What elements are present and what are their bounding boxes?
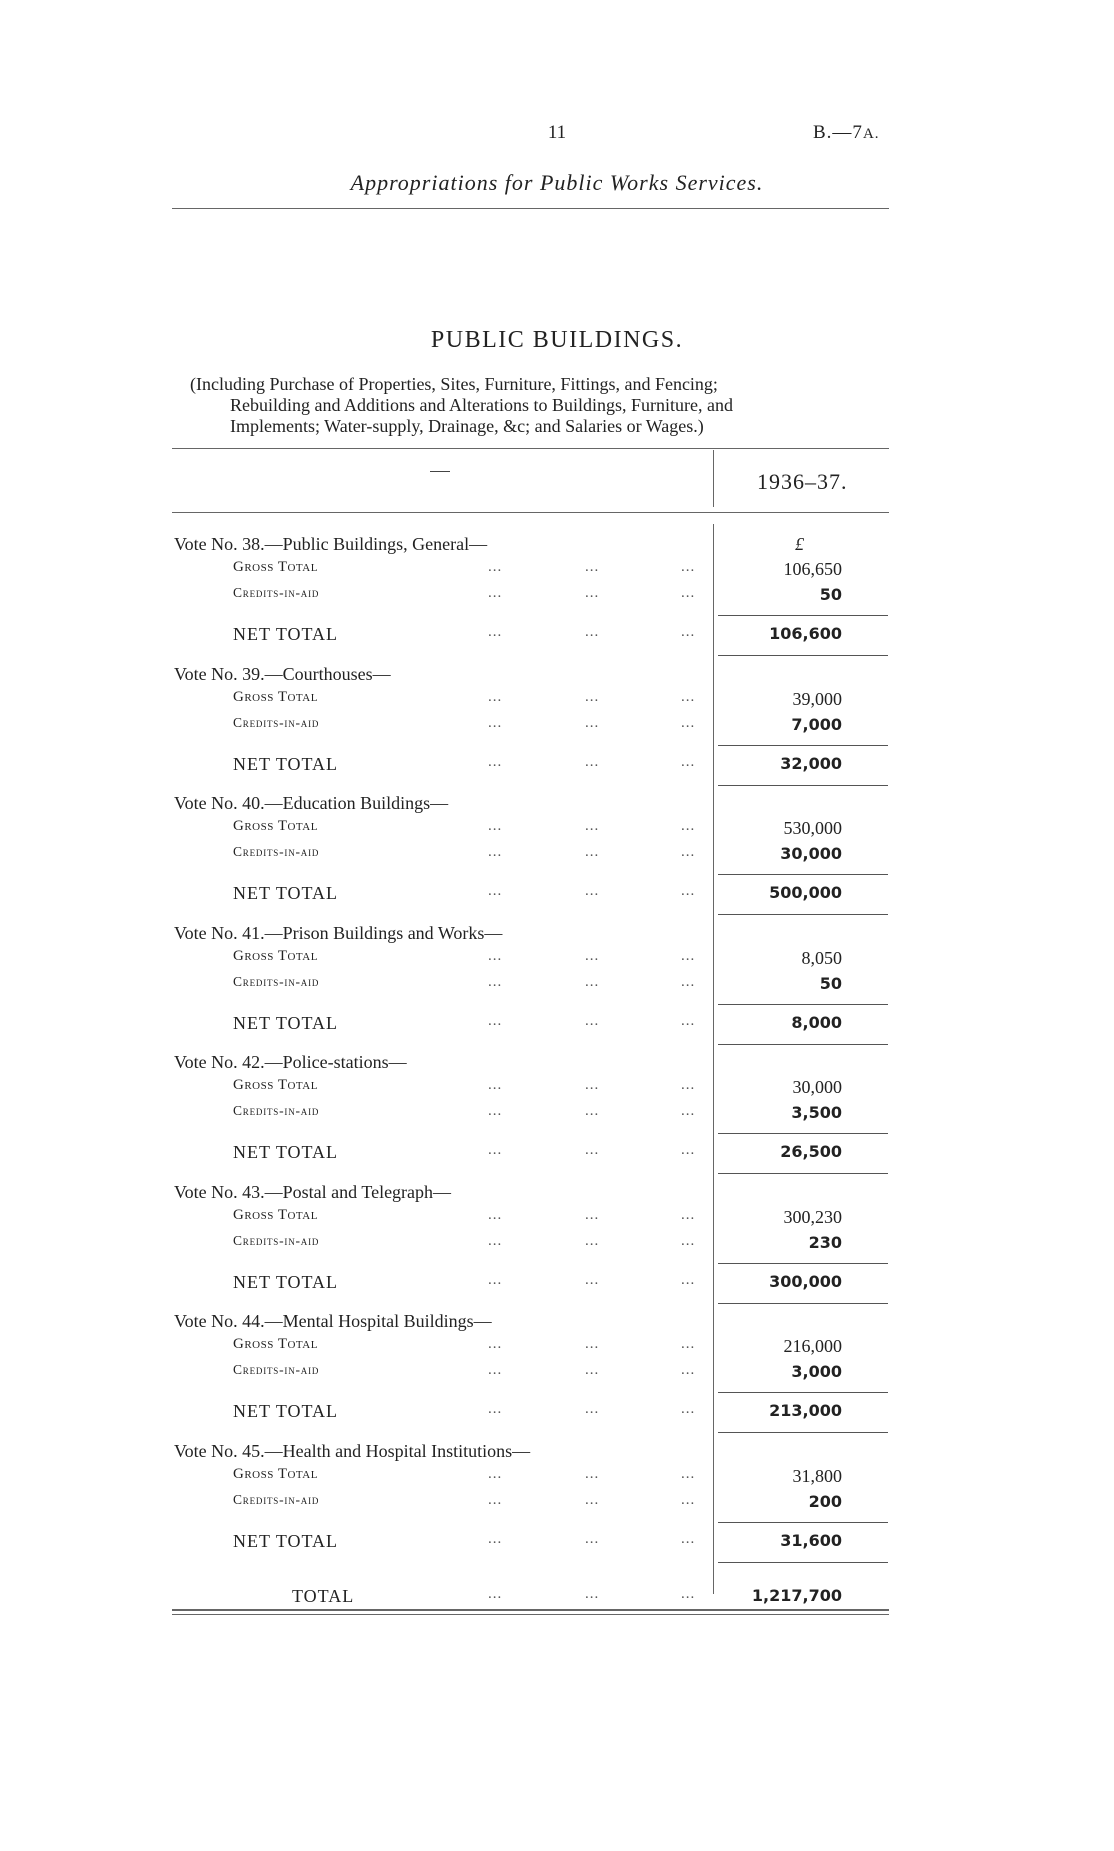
net-total-label: NET TOTAL xyxy=(233,1012,339,1033)
leader-dots: ... xyxy=(585,1077,600,1093)
gross-total-label: Gross Total xyxy=(233,818,318,834)
gross-total-amount: 300,230 xyxy=(783,1206,842,1227)
leader-dots: ... xyxy=(681,1586,696,1602)
leader-dots: ... xyxy=(681,1491,696,1508)
leader-dots: ... xyxy=(681,883,696,899)
leader-dots: ... xyxy=(585,818,600,834)
leader-dots: ... xyxy=(488,1077,503,1093)
leader-dots: ... xyxy=(681,753,696,770)
gross-total-row xyxy=(0,818,1114,844)
credits-total-label: Credits-in-aid xyxy=(233,1232,320,1248)
subtotal-rule xyxy=(718,615,888,616)
net-total-amount: 500,000 xyxy=(769,883,842,902)
net-total-rule xyxy=(718,1173,888,1174)
gross-total-label: Gross Total xyxy=(233,1465,318,1482)
leader-dots: ... xyxy=(681,714,696,731)
subtotal-rule xyxy=(718,874,888,875)
leader-dots: ... xyxy=(488,1465,503,1482)
leader-dots: ... xyxy=(585,1491,600,1508)
leader-dots: ... xyxy=(488,624,503,640)
leader-dots: ... xyxy=(488,1271,503,1288)
leader-dots: ... xyxy=(585,624,600,640)
net-total-row xyxy=(0,883,1114,909)
net-total-amount: 32,000 xyxy=(780,753,842,773)
vote-heading-row xyxy=(0,1182,1114,1208)
section-subtitle xyxy=(190,374,880,437)
subtotal-rule xyxy=(718,1133,888,1134)
gross-total-row xyxy=(0,948,1114,974)
credits-total-row xyxy=(0,974,1114,1000)
subtotal-rule xyxy=(718,1522,888,1523)
leader-dots: ... xyxy=(488,1232,503,1249)
leader-dots: ... xyxy=(585,844,600,860)
vote-title: Vote No. 44.—Mental Hospital Buildings— xyxy=(174,1311,492,1331)
leader-dots: ... xyxy=(488,844,503,860)
net-total-row xyxy=(0,1531,1114,1557)
section-title: PUBLIC BUILDINGS. xyxy=(430,327,684,353)
leader-dots: ... xyxy=(585,1206,600,1223)
leader-dots: ... xyxy=(488,559,503,575)
leader-dots: ... xyxy=(585,714,600,731)
gross-total-label: Gross Total xyxy=(233,1206,318,1223)
leader-dots: ... xyxy=(488,1142,503,1158)
leader-dots: ... xyxy=(585,1362,600,1378)
gross-total-label: Gross Total xyxy=(233,1336,318,1352)
leader-dots: ... xyxy=(681,624,696,640)
net-total-row xyxy=(0,1013,1114,1039)
gross-total-amount: 530,000 xyxy=(783,818,842,838)
credits-total-label: Credits-in-aid xyxy=(233,714,320,730)
leader-dots: ... xyxy=(585,753,600,770)
leader-dots: ... xyxy=(585,1530,600,1547)
net-total-row xyxy=(0,1272,1114,1298)
leader-dots: ... xyxy=(681,947,696,964)
net-total-row xyxy=(0,1401,1114,1427)
gross-total-amount: 31,800 xyxy=(792,1465,842,1486)
net-total-amount: 31,600 xyxy=(780,1530,842,1550)
leader-dots: ... xyxy=(681,559,696,575)
leader-dots: ... xyxy=(488,714,503,731)
net-total-rule xyxy=(718,1044,888,1045)
credits-total-label: Credits-in-aid xyxy=(233,1491,320,1507)
vote-heading-row xyxy=(0,664,1114,690)
net-total-amount: 213,000 xyxy=(769,1401,842,1420)
net-total-amount: 300,000 xyxy=(769,1271,842,1291)
net-total-row xyxy=(0,1142,1114,1168)
leader-dots: ... xyxy=(488,973,503,990)
leader-dots: ... xyxy=(488,1012,503,1029)
leader-dots: ... xyxy=(585,1271,600,1288)
vote-title: Vote No. 42.—Police-stations— xyxy=(174,1052,407,1072)
leader-dots: ... xyxy=(585,947,600,964)
table-top-rule xyxy=(172,448,889,449)
leader-dots: ... xyxy=(681,1206,696,1223)
credits-total-label: Credits-in-aid xyxy=(233,585,320,600)
vote-heading-row xyxy=(0,793,1114,819)
table-head-year: 1936–37. xyxy=(757,469,848,494)
leader-dots: ... xyxy=(681,1336,696,1352)
net-total-label: NET TOTAL xyxy=(233,883,339,903)
net-total-label: NET TOTAL xyxy=(233,1530,339,1551)
net-total-label: NET TOTAL xyxy=(233,753,339,774)
leader-dots: ... xyxy=(585,1586,600,1602)
leader-dots: ... xyxy=(681,1401,696,1417)
gross-total-amount: 8,050 xyxy=(801,947,842,968)
leader-dots: ... xyxy=(585,973,600,990)
net-total-amount: 106,600 xyxy=(769,624,842,643)
leader-dots: ... xyxy=(681,818,696,834)
vote-title: Vote No. 45.—Health and Hospital Institutions— xyxy=(174,1440,531,1461)
subtotal-rule xyxy=(718,1263,888,1264)
leader-dots: ... xyxy=(585,559,600,575)
gross-total-row xyxy=(0,689,1114,715)
credits-total-label: Credits-in-aid xyxy=(233,1362,320,1377)
net-total-rule xyxy=(718,1432,888,1433)
gross-total-label: Gross Total xyxy=(233,947,318,964)
net-total-amount: 26,500 xyxy=(780,1142,842,1161)
leader-dots: ... xyxy=(488,1103,503,1119)
net-total-rule xyxy=(718,914,888,915)
leader-dots: ... xyxy=(488,1206,503,1223)
credits-total-amount: 3,500 xyxy=(791,1103,842,1122)
subtotal-rule xyxy=(718,745,888,746)
leader-dots: ... xyxy=(681,585,696,601)
leader-dots: ... xyxy=(681,1077,696,1093)
leader-dots: ... xyxy=(681,1103,696,1119)
subtitle-line: Implements; Water-supply, Drainage, &c; and Salaries or Wages.) xyxy=(230,416,704,436)
subtitle-line: Rebuilding and Additions and Alterations to Buildings, Furniture, and xyxy=(230,395,733,415)
credits-total-amount: 230 xyxy=(808,1232,842,1252)
leader-dots: ... xyxy=(488,585,503,601)
leader-dots: ... xyxy=(488,753,503,770)
leader-dots: ... xyxy=(681,1362,696,1378)
table-head-rule xyxy=(172,512,889,513)
credits-total-row xyxy=(0,715,1114,741)
header-rule xyxy=(172,208,889,209)
gross-total-amount: 216,000 xyxy=(783,1336,842,1356)
subtotal-rule xyxy=(718,1004,888,1005)
gross-total-amount: 39,000 xyxy=(792,688,842,709)
net-total-rule xyxy=(718,785,888,786)
vote-heading-row xyxy=(0,1441,1114,1467)
leader-dots: ... xyxy=(585,1142,600,1158)
document-code xyxy=(813,122,880,144)
grand-total-label: TOTAL xyxy=(292,1586,355,1606)
credits-total-row xyxy=(0,1362,1114,1388)
credits-total-row xyxy=(0,1103,1114,1129)
net-total-label: NET TOTAL xyxy=(233,1142,339,1162)
credits-total-label: Credits-in-aid xyxy=(233,1103,320,1118)
leader-dots: ... xyxy=(488,1586,503,1602)
vote-heading-row xyxy=(0,923,1114,949)
vote-title: Vote No. 43.—Postal and Telegraph— xyxy=(174,1181,452,1202)
table-head-dash xyxy=(430,471,450,472)
leader-dots: ... xyxy=(585,585,600,601)
gross-total-label: Gross Total xyxy=(233,559,318,575)
gross-total-row xyxy=(0,1336,1114,1362)
gross-total-label: Gross Total xyxy=(233,1077,318,1093)
credits-total-label: Credits-in-aid xyxy=(233,844,320,859)
vote-title: Vote No. 39.—Courthouses— xyxy=(174,663,391,684)
credits-total-label: Credits-in-aid xyxy=(233,973,320,989)
net-total-rule xyxy=(718,655,888,656)
credits-total-amount: 200 xyxy=(808,1491,842,1511)
document-code-main: B.—7 xyxy=(813,122,863,143)
vote-heading-row xyxy=(0,1052,1114,1078)
gross-total-label: Gross Total xyxy=(233,688,318,705)
credits-total-amount: 7,000 xyxy=(791,714,842,734)
leader-dots: ... xyxy=(681,1232,696,1249)
leader-dots: ... xyxy=(681,1271,696,1288)
leader-dots: ... xyxy=(681,1012,696,1029)
gross-total-amount: 30,000 xyxy=(792,1077,842,1097)
leader-dots: ... xyxy=(681,844,696,860)
table-bottom-rule xyxy=(172,1609,889,1611)
currency-symbol: £ xyxy=(795,534,804,554)
vote-heading-row xyxy=(0,1311,1114,1337)
net-total-row xyxy=(0,624,1114,650)
net-total-label: NET TOTAL xyxy=(233,1401,339,1421)
credits-total-row xyxy=(0,585,1114,611)
leader-dots: ... xyxy=(681,1142,696,1158)
leader-dots: ... xyxy=(585,1336,600,1352)
net-total-label: NET TOTAL xyxy=(233,1271,339,1292)
page-number: 11 xyxy=(547,122,567,143)
leader-dots: ... xyxy=(488,883,503,899)
leader-dots: ... xyxy=(585,1401,600,1417)
net-total-row xyxy=(0,754,1114,780)
leader-dots: ... xyxy=(681,688,696,705)
leader-dots: ... xyxy=(488,818,503,834)
gross-total-amount: 106,650 xyxy=(783,559,842,579)
grand-total-amount: 1,217,700 xyxy=(751,1586,842,1605)
subtotal-rule xyxy=(718,1392,888,1393)
subtitle-line: (Including Purchase of Properties, Sites, Furniture, Fittings, and Fencing; xyxy=(190,374,718,394)
net-total-rule xyxy=(718,1303,888,1304)
vote-title: Vote No. 40.—Education Buildings— xyxy=(174,793,449,813)
credits-total-row xyxy=(0,844,1114,870)
net-total-rule xyxy=(718,1562,888,1563)
net-total-label: NET TOTAL xyxy=(233,624,339,644)
credits-total-amount: 50 xyxy=(819,585,842,604)
leader-dots: ... xyxy=(488,1336,503,1352)
document-code-suffix: A. xyxy=(862,126,880,142)
net-total-amount: 8,000 xyxy=(791,1012,842,1032)
leader-dots: ... xyxy=(488,1530,503,1547)
credits-total-amount: 3,000 xyxy=(791,1362,842,1381)
leader-dots: ... xyxy=(488,1401,503,1417)
credits-total-amount: 30,000 xyxy=(780,844,842,863)
gross-total-row xyxy=(0,1077,1114,1103)
gross-total-row xyxy=(0,559,1114,585)
leader-dots: ... xyxy=(488,1362,503,1378)
leader-dots: ... xyxy=(585,1103,600,1119)
vote-title: Vote No. 38.—Public Buildings, General— xyxy=(174,534,488,554)
credits-total-row xyxy=(0,1492,1114,1518)
leader-dots: ... xyxy=(681,973,696,990)
table-head-column-separator xyxy=(713,450,714,507)
leader-dots: ... xyxy=(488,947,503,964)
credits-total-row xyxy=(0,1233,1114,1259)
gross-total-row xyxy=(0,1466,1114,1492)
vote-title: Vote No. 41.—Prison Buildings and Works— xyxy=(174,922,503,943)
leader-dots: ... xyxy=(488,1491,503,1508)
leader-dots: ... xyxy=(585,1465,600,1482)
gross-total-row xyxy=(0,1207,1114,1233)
leader-dots: ... xyxy=(585,688,600,705)
leader-dots: ... xyxy=(585,1232,600,1249)
leader-dots: ... xyxy=(585,883,600,899)
table-bottom-rule-second xyxy=(172,1614,889,1615)
credits-total-amount: 50 xyxy=(819,973,842,993)
leader-dots: ... xyxy=(585,1012,600,1029)
leader-dots: ... xyxy=(681,1530,696,1547)
vote-heading-row xyxy=(0,534,1114,560)
leader-dots: ... xyxy=(681,1465,696,1482)
leader-dots: ... xyxy=(488,688,503,705)
running-title: Appropriations for Public Works Services. xyxy=(350,170,764,195)
